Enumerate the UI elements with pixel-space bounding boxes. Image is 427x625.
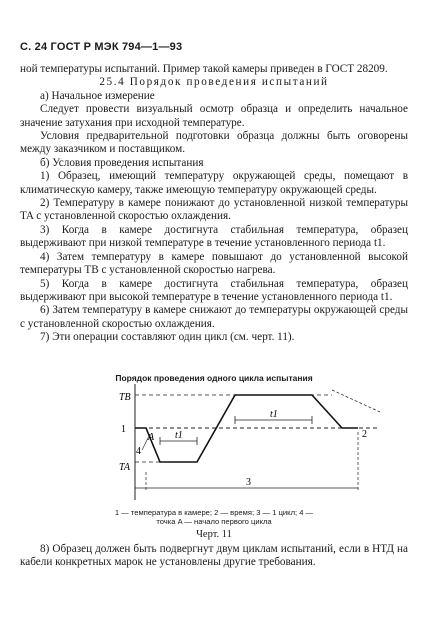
paragraph: 2) Температуру в камере понижают до установленной низкой температуры TA с установленной скоростью охлаждения. <box>20 197 408 223</box>
label-1: 1 <box>121 424 126 435</box>
tail-text <box>20 543 408 570</box>
ta-label: TA <box>119 462 130 473</box>
t1-low-label: t1 <box>175 430 183 441</box>
caption-line: 1 — температура в камере; 2 — время; 3 — 1 цикл; 4 — <box>114 508 314 517</box>
label-4: 4 <box>136 446 141 457</box>
paragraph: б) Условия проведения испытания <box>40 156 204 169</box>
caption-line: точка A — начало первого цикла <box>156 517 272 526</box>
paragraph: 6) Затем температуру в камере снижают до температуры окружающей среды с установленной скоростью охлаждения. <box>20 304 408 330</box>
t1-high-label: t1 <box>270 409 278 420</box>
paragraph: ной температуры испытаний. Пример такой камеры приведен в ГОСТ 28209. <box>20 63 388 75</box>
point-a-label: A <box>148 432 155 443</box>
figure-number: Черт. 11 <box>196 529 232 540</box>
figure-title: Порядок проведения одного цикла испытания <box>115 373 313 383</box>
body-text <box>20 63 408 345</box>
paragraph: Следует провести визуальный осмотр образца и определить начальное значение затухания при исходной температуре. <box>20 103 408 129</box>
paragraph: 1) Образец, имеющий температуру окружающей среды, помещают в климатическую камеру, также имеющую температуру окружающей среды. <box>20 170 408 196</box>
section-heading: 25.4 Порядок проведения испытаний <box>99 76 329 89</box>
paragraph: 3) Когда в камере достигнута стабильная температура, образец выдерживают при низкой температуре в течение установленного периода t1. <box>20 223 408 250</box>
cycle-diagram <box>20 382 408 506</box>
label-2: 2 <box>362 429 367 440</box>
temperature-profile <box>135 395 358 462</box>
paragraph: а) Начальное измерение <box>40 89 155 102</box>
paragraph: 7) Эти операции составляют один цикл (см. черт. 11). <box>40 331 295 344</box>
paragraph: Условия предварительной подготовки образца должны быть оговорены между заказчиком и поставщиком. <box>20 130 408 156</box>
page-header: С. 24 ГОСТ Р МЭК 794—1—93 <box>20 41 183 53</box>
figure-caption <box>20 508 408 526</box>
tb-label: TB <box>119 392 131 403</box>
label-3: 3 <box>246 477 251 488</box>
paragraph: 8) Образец должен быть подвергнут двум циклам испытаний, если в НТД на кабели конкретных марок не установлены другие требования. <box>20 543 408 569</box>
paragraph: 5) Когда в камере достигнута стабильная температура, образец выдерживают при высокой температуре в течение установленного периода t1. <box>20 277 408 303</box>
paragraph: 4) Затем температуру в камере повышают до установленной высокой температуры TB с установленной скоростью нагрева. <box>20 250 408 277</box>
